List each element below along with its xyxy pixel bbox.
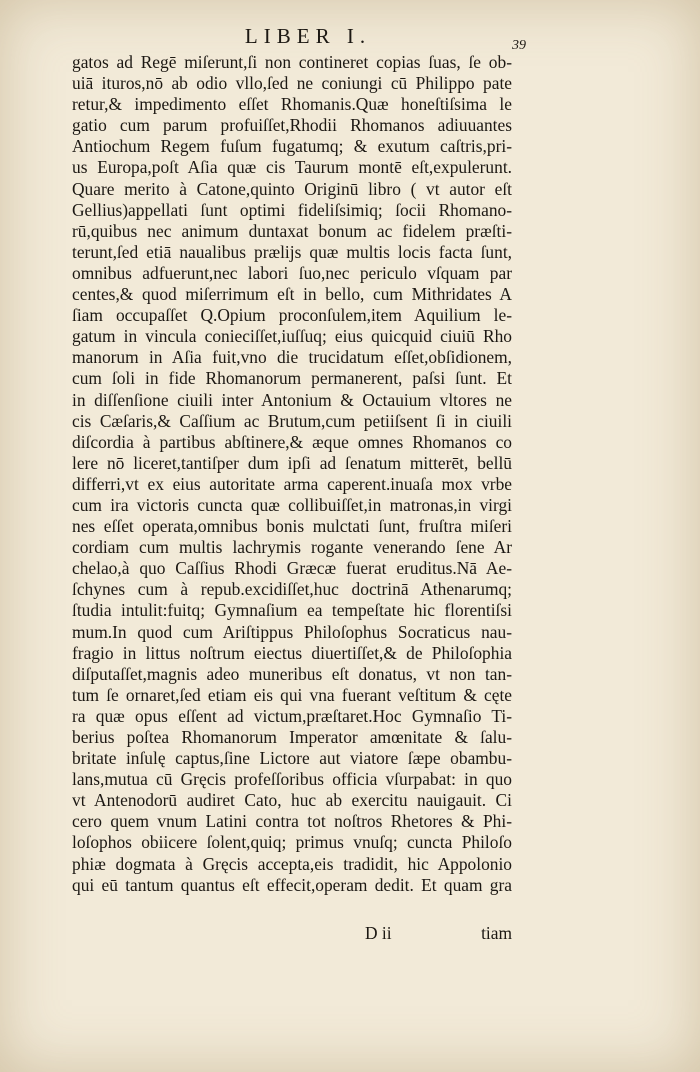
text-line: chelao,à quo Caſſius Rhodi Græcæ fuerat eruditus.Nā Ae- — [72, 558, 512, 579]
text-line: Gellius)appellati ſunt optimi fideliſsimiq; ſocii Rhomano- — [72, 199, 512, 220]
text-line: gatio cum parum profuiſſet,Rhodii Rhomanos adiuuantes — [72, 115, 512, 136]
text-line: cis Cæſaris,& Caſſium ac Brutum,cum petiiſsent ſi in ciuili — [72, 410, 512, 431]
body-text — [72, 52, 512, 896]
text-line: cordiam cum multis lachrymis rogante venerando ſene Ar — [72, 537, 512, 558]
text-line: britate inſulę captus,ſine Lictore aut viatore ſæpe obambu- — [72, 748, 512, 769]
text-line: Quare merito à Catone,quinto Originū libro ( vt autor eſt — [72, 178, 512, 199]
text-line: ſtudia intulit:fuitq; Gymnaſium ea tempeſtate hic florentiſsi — [72, 600, 512, 621]
text-line: uiā ituros,nō ab odio vllo,ſed ne coniungi cū Philippo pate — [72, 73, 512, 94]
text-line: berius poſtea Rhomanorum Imperator amœnitate & ſalu- — [72, 727, 512, 747]
text-line: rū,quibus nec animum duntaxat bonum ac fidelem præſti- — [72, 220, 512, 241]
text-line: cum ira victoris cuncta quæ collibuiſſet,in matronas,in virgi — [72, 494, 512, 515]
text-line: diſcordia à partibus abſtinere,& æque omnes Rhomanos co — [72, 431, 512, 452]
text-line: vt Antenodorū audiret Cato, huc ab exercitu nauigauit. Ci — [72, 790, 512, 811]
text-line: gatos ad Regē miſerunt,ſi non contineret copias ſuas, ſe ob- — [72, 52, 512, 72]
text-line: Antiochum Regem fuſum fugatumq; & exutum caſtris,pri- — [72, 136, 512, 157]
catchword: tiam — [481, 923, 512, 943]
text-line: in diſſenſione ciuili inter Antonium & Octauium vltores ne — [72, 389, 512, 410]
text-line: mum.In quod cum Ariſtippus Philoſophus Socraticus nau- — [72, 621, 512, 642]
page-number: 39 — [512, 38, 526, 53]
text-line: phiæ dogmata à Gręcis accepta,eis tradidit, hic Appolonio — [72, 853, 512, 874]
text-line: cum ſoli in fide Rhomanorum permanerent, paſsi ſunt. Et — [72, 368, 512, 389]
text-line: ra quæ opus eſſent ad victum,præſtaret.Hoc Gymnaſio Ti- — [72, 705, 512, 726]
text-line: manorum in Aſia fuit,vno die trucidatum eſſet,obſidionem, — [72, 347, 512, 368]
text-line: qui eū tantum quantus eſt effecit,operam dedit. Et quam gra — [72, 874, 512, 895]
text-line: diſputaſſet,magnis adeo muneribus eſt donatus, vt non tan- — [72, 663, 512, 684]
text-line: terunt,ſed etiā naualibus prælijs quæ multis locis facta ſunt, — [72, 241, 512, 262]
text-line: lere nō liceret,tantiſper dum ipſi ad ſenatum mitterēt, bellū — [72, 452, 512, 473]
text-line: fragio in littus noſtrum eiectus diuertiſſet,& de Philoſophia — [72, 642, 512, 663]
text-line: gatum in vincula conieciſſet,iuſſuq; eius quicquid ciuiū Rho — [72, 326, 512, 347]
text-line: us Europa,poſt Aſia quæ cis Taurum montē eſt,expulerunt. — [72, 157, 512, 178]
text-line: differri,vt ex eius autoritate arma caperent.inuaſa mox vrbe — [72, 473, 512, 494]
text-line: retur,& impedimento eſſet Rhomanis.Quæ honeſtiſsima le — [72, 94, 512, 115]
page-footer — [72, 922, 512, 944]
text-line: tum ſe ornaret,ſed etiam eis qui vna fuerant veſtitum & cęte — [72, 684, 512, 705]
text-line: centes,& quod miſerrimum eſt in bello, cum Mithridates A — [72, 284, 512, 305]
text-line: cero quem vnum Latini contra tot noſtros Rhetores & Phi- — [72, 811, 512, 832]
text-line: lans,mutua cū Gręcis profeſſoribus officia vſurpabat: in quo — [72, 769, 512, 790]
text-line: nes eſſet operata,omnibus bonis mulctati ſunt, fruſtra miſeri — [72, 516, 512, 537]
text-line: ſchynes cum à repub.excidiſſet,huc doctrinā Athenarumq; — [72, 579, 512, 600]
text-line: loſophos obiicere ſolent,quiq; primus vnuſq; cuncta Philoſo — [72, 832, 512, 853]
text-line: ſiam occupaſſet Q.Opium proconſulem,item Aquilium le- — [72, 305, 512, 326]
signature-mark: D ii — [365, 923, 392, 943]
text-line: omnibus adfuerunt,nec labori ſuo,nec periculo vſquam par — [72, 262, 512, 283]
running-title: LIBER I. — [244, 24, 372, 48]
